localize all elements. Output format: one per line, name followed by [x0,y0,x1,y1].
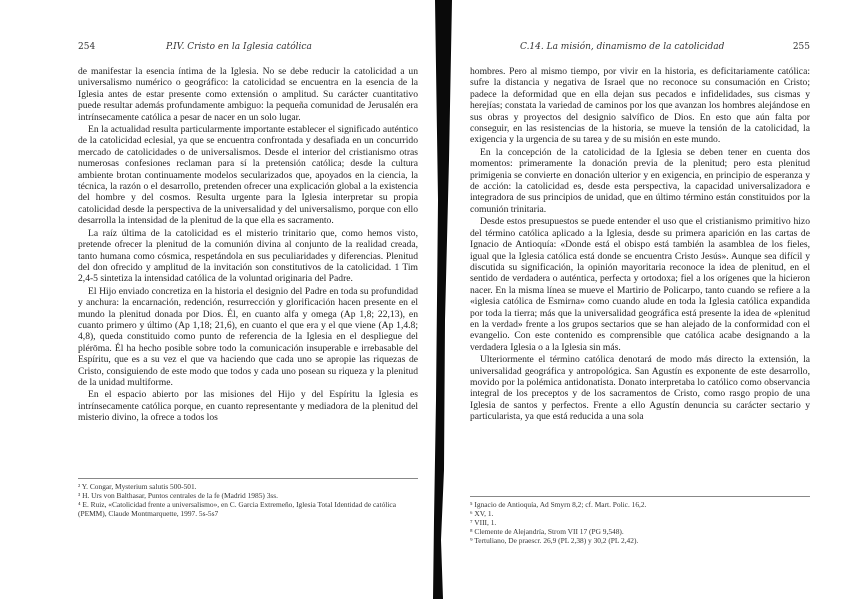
body-text [78,66,418,424]
book-gutter-shadow [430,0,456,599]
page-number: 254 [78,42,96,52]
running-title: C.14. La misión, dinamismo de la catolicidad [520,42,725,52]
left-page [78,0,418,599]
footnotes [78,478,418,518]
running-head [470,42,810,56]
paragraph: La raíz última de la catolicidad es el misterio trinitario que, como hemos visto, pretende ofrecer la plenitud de la comunión divina al conjunto de la realidad creada, tanto humana como cósmica, respetándola en sus peculiaridades y diferencias. Plenitud del don ofrecido y amplitud de la invitación son constitutivos de la catolicidad. 1 Tim 2,4-5 sintetiza la intensidad católica de la voluntad originaria del Padre. [78,227,418,285]
paragraph: de manifestar la esencia íntima de la Iglesia. No se debe reducir la catolicidad a un universalismo numérico o geográfico: la catolicidad se encuentra en la esencia de la Iglesia antes de estar presente como extensión o amplitud. Su carácter cuantitativo puede resultar además profundamente ambiguo: la pequeña comunidad de Jerusalén era intrínsecamente católica a pesar de nacer en un solo lugar. [78,66,418,123]
footnote: ² Y. Congar, Mysterium salutis 500-501. [78,482,197,491]
footnote: ⁷ VIII, 1. [470,518,497,527]
footnote: ⁴ E. Ruiz, «Catolicidad frente a universalismo», en C. Garcia Extremeño, Iglesia Total Identidad de católica (PEMM), Claude Montmarquette, 1997. 5s-5s7 [78,500,396,518]
paragraph: hombres. Pero al mismo tiempo, por vivir en la historia, es deficitariamente católica: sufre la distancia y negativa de Israel que no reconoce su consumación en Cristo; padece la deformidad que en ella dejan sus pecados e infidelidades, sus cismas y herejías; constata la variedad de caminos por los que avanzan los hombres alejándose en sus obras y proyectos del designio salvífico de Dios. En esto que aún falta por conseguir, en las resistencias de la historia, se mueve la tensión de la catolicidad, la exigencia y la urgencia de su tarea y de su misión en este mundo. [470,66,810,146]
running-head [78,42,418,56]
paragraph: En la concepción de la catolicidad de la Iglesia se deben tener en cuenta dos momentos: primeramente la donación previa de la plenitud; pero esta plenitud primigenia se convierte en donación ulterior y en exigencia, en principio de esperanza y de acción: la catolicidad es, desde esta perspectiva, la capacidad universalizadora e integradora de sus principios de unidad, que en último término están constituidos por la comunión trinitaria. [470,146,810,215]
paragraph: Desde estos presupuestos se puede entender el uso que el cristianismo primitivo hizo del término católica aplicado a la Iglesia, desde su primera aparición en las cartas de Ignacio de Antioquía: «Donde está el obispo está también la asamblea de los fieles, igual que la Iglesia católica está donde se encuentra Cristo Jesús». Aunque sea difícil y discutida su significación, la opinión mayoritaria reconoce la idea de plenitud, en el sentido de verdadera o auténtica, perfecta y ortodoxa; fiel a los orígenes que la hicieron nacer. En la misma línea se mueve el Martirio de Policarpo, tanto cuando se refiere a la «iglesia católica de Esmirna» como cuando alude en toda la Iglesia católica expandida por toda la tierra; más que la universalidad geográfica está presente la idea de «plenitud en la verdad» frente a los grupos sectarios que se han alejado de la conformidad con el evangelio. Con este contenido es comprensible que católica acabe designando a la verdadera Iglesia o a la Iglesia sin más. [470,216,810,353]
right-page [470,0,810,599]
paragraph: Ulteriormente el término católica denotará de modo más directo la extensión, la universalidad geográfica y antropológica. San Agustín es exponente de este desarrollo, movido por la polémica antidonatista. Donato interpretaba lo católico como observancia integral de los preceptos y de los sacramentos de Cristo, como rasgo propio de una Iglesia de santos y perfectos. Frente a ello Agustín denuncia su carácter sectario y particularista, ya que está reducida a una sola [470,354,810,423]
page-number: 255 [792,42,810,52]
paragraph: En la actualidad resulta particularmente importante establecer el significado auténtico de la catolicidad eclesial, ya que se encuentra confrontada y desafiada en un concurrido mercado de catolicidades o de universalismos. Desde el interior del cristianismo otras numerosas confesiones reclaman para sí la pretensión católica; desde la cultura ambiente brotan continuamente modelos secularizados que, apoyados en la ciencia, la técnica, la razón o el desarrollo, pretenden ofrecer una explicación global a la existencia del hombre y del cosmos. Resulta urgente para la Iglesia interpretar su propia catolicidad desde la perspectiva de la universalidad y del universalismo, porque con ello desarrolla la intensidad de la plenitud de la que ella es sacramento. [78,124,418,227]
paragraph: En el espacio abierto por las misiones del Hijo y del Espíritu la Iglesia es intrínsecamente católica porque, en cuanto representante y mediadora de la plenitud del misterio divino, la ofrece a todos los [78,389,418,424]
footnote: ⁶ XV, 1. [470,509,494,518]
body-text [470,66,810,423]
paragraph: El Hijo enviado concretiza en la historia el designio del Padre en toda su profundidad y anchura: la encarnación, redención, resurrección y glorificación hacen presente en el mundo la plenitud donada por Dios. Él, en cuanto alfa y omega (Ap 1,8; 22,13), en cuanto primero y último (Ap 1,18; 21,6), en cuanto el que era y el que viene (Ap 1,4.8; 4,8), queda constituido como punto de referencia de la Iglesia en el despliegue del plérōma. Él ha hecho posible sobre todo la comunicación insuperable e irrebasable del Espíritu, que es a su vez el que va haciendo que cada uno se apropie las riquezas de Cristo, consiguiendo de este modo que todos y cada uno posean su riqueza y la plenitud de la unidad multiforme. [78,285,418,388]
footnotes [470,496,810,545]
footnote: ⁹ Tertuliano, De praescr. 26,9 (PL 2,38) y 30,2 (PL 2,42). [470,536,639,545]
footnote: ³ H. Urs von Balthasar, Puntos centrales de la fe (Madrid 1985) 3ss. [78,491,278,500]
running-title: P.IV. Cristo en la Iglesia católica [166,42,312,52]
footnote: ⁸ Clemente de Alejandría, Strom VII 17 (PG 9,548). [470,527,624,536]
footnote: ⁵ Ignacio de Antioquía, Ad Smyrn 8,2; cf. Mart. Polic. 16,2. [470,500,647,509]
